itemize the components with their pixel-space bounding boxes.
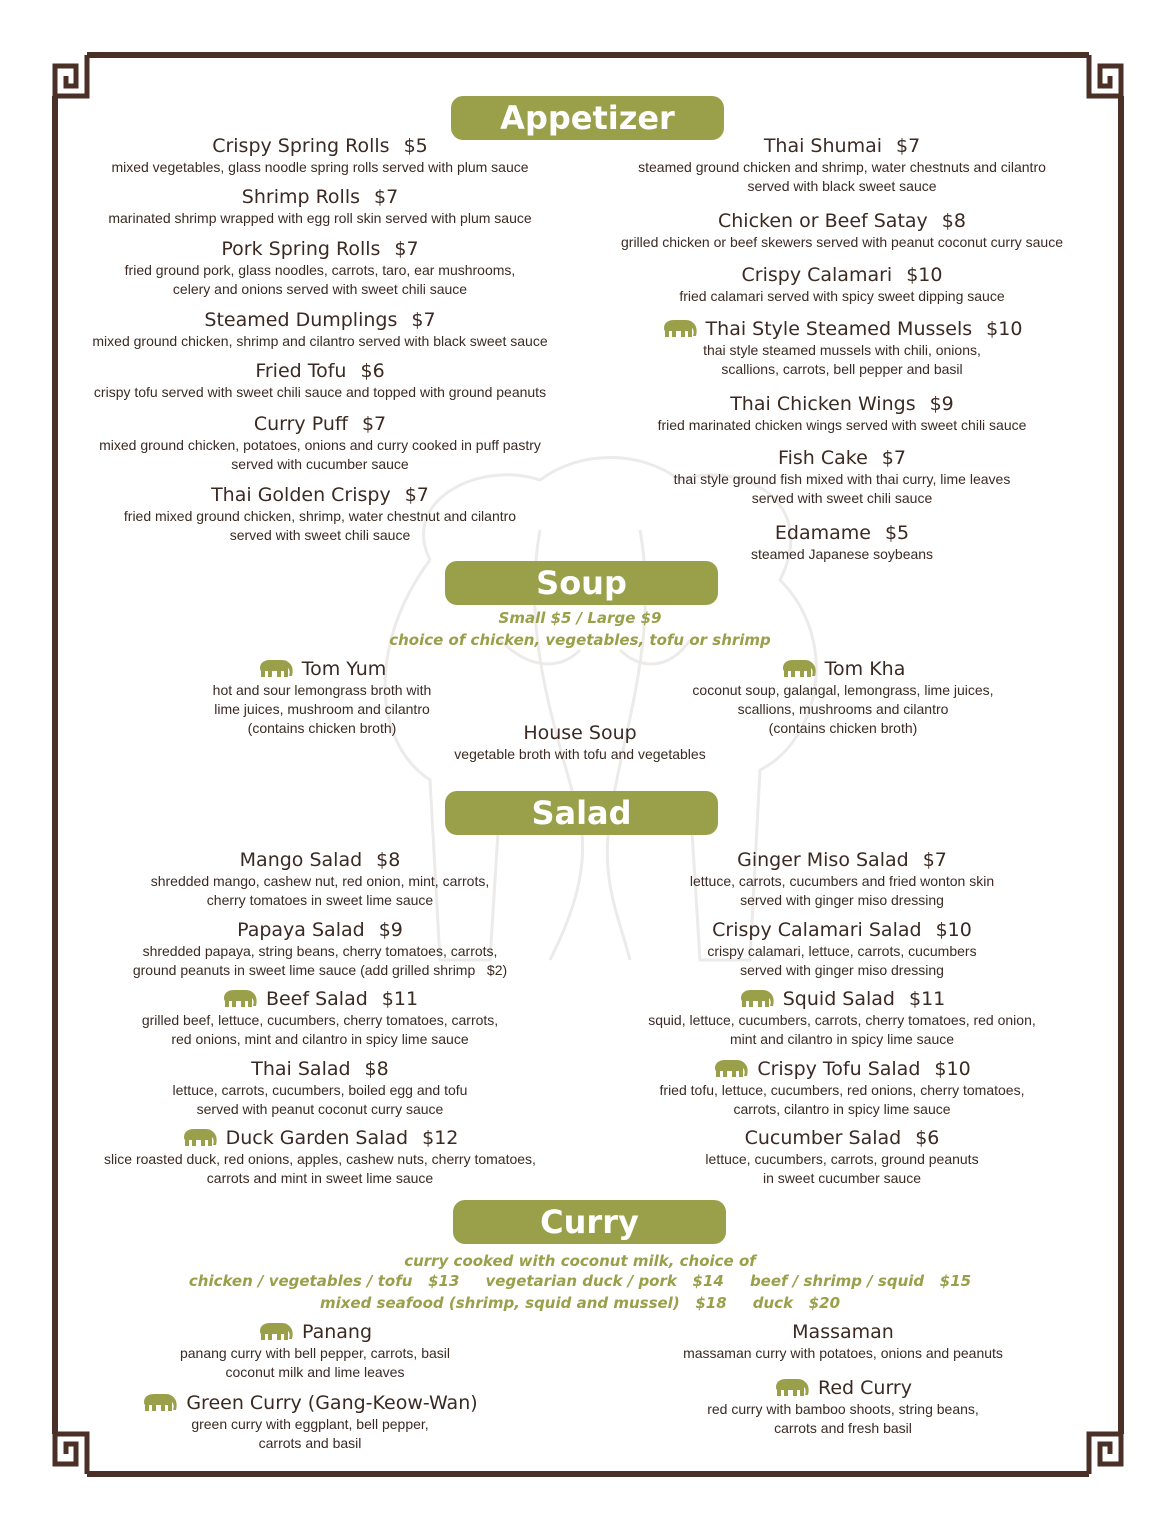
item-price: $9: [929, 393, 954, 415]
item-price: $7: [361, 413, 387, 435]
item-price: $7: [374, 186, 399, 208]
item-price: $8: [376, 849, 401, 871]
menu-item-name: [42, 657, 602, 681]
elephant-icon: [258, 658, 294, 678]
elephant-icon: [258, 1321, 294, 1341]
item-name-text: Edamame: [774, 522, 871, 544]
menu-item-mango-salad: [40, 848, 600, 910]
item-price: $11: [381, 988, 419, 1010]
item-name-text: Beef Salad: [265, 988, 368, 1010]
menu-item-fish-cake: [562, 446, 1122, 508]
item-description-line: mixed ground chicken, potatoes, onions and curry cooked in puff pastry: [99, 437, 541, 453]
menu-item-name: [40, 1057, 600, 1081]
menu-item-steamed-dumplings: [40, 308, 600, 351]
item-description-line: served with cucumber sauce: [231, 456, 409, 472]
item-description-line: fried ground pork, glass noodles, carrots, taro, ear mushrooms,: [124, 262, 516, 278]
item-name-text: Mango Salad: [239, 849, 363, 871]
item-name-text: Fish Cake: [778, 447, 868, 469]
item-price: $7: [881, 447, 906, 469]
item-description-line: shredded mango, cashew nut, red onion, mint, carrots,: [150, 873, 490, 889]
item-name-text: Tom Kha: [824, 658, 906, 680]
item-price: $8: [364, 1058, 389, 1080]
item-name-text: Squid Salad: [782, 988, 895, 1010]
item-description-line: mixed vegetables, glass noodle spring rolls served with plum sauce: [111, 159, 529, 175]
item-name-text: Fried Tofu: [255, 360, 347, 382]
item-price: $7: [922, 849, 947, 871]
menu-item-red-curry: [563, 1376, 1123, 1438]
item-description-line: fried mixed ground chicken, shrimp, water chestnut and cilantro: [123, 508, 517, 524]
menu-item-pork-spring-rolls: [40, 237, 600, 299]
item-name-text: House Soup: [523, 722, 637, 744]
section-header-soup: Soup: [445, 561, 718, 605]
item-name-text: Thai Style Steamed Mussels: [705, 318, 973, 340]
item-description-line: marinated shrimp wrapped with egg roll skin served with plum sauce: [108, 210, 532, 226]
item-description-line: slice roasted duck, red onions, apples, cashew nuts, cherry tomatoes,: [104, 1151, 536, 1167]
menu-item-name: [563, 1376, 1123, 1400]
item-name-text: Papaya Salad: [237, 919, 365, 941]
menu-item-duck-garden-salad: [40, 1126, 600, 1188]
item-price: $10: [906, 264, 943, 286]
item-description-line: coconut soup, galangal, lemongrass, lime juices,: [692, 682, 994, 698]
item-description-line: served with black sweet sauce: [747, 178, 937, 194]
item-description-line: coconut milk and lime leaves: [225, 1364, 405, 1380]
item-description-line: lettuce, cucumbers, carrots, ground peanuts: [705, 1151, 979, 1167]
item-price: $10: [934, 1058, 971, 1080]
item-description-line: (contains chicken broth): [768, 720, 918, 736]
curry-note-line3: mixed seafood (shrimp, squid and mussel) $18 duck $20: [319, 1294, 841, 1312]
menu-item-name: [562, 392, 1122, 416]
menu-item-name: [40, 359, 600, 383]
item-name-text: Thai Chicken Wings: [730, 393, 916, 415]
item-description-line: served with sweet chili sauce: [229, 527, 411, 543]
menu-item-edamame: [562, 521, 1122, 564]
item-description-line: celery and onions served with sweet chili sauce: [172, 281, 468, 297]
item-description-line: steamed Japanese soybeans: [750, 546, 934, 562]
menu-item-thai-golden-crispy: [40, 483, 600, 545]
item-name-text: Massaman: [792, 1321, 894, 1343]
section-header-salad: Salad: [445, 791, 718, 835]
elephant-icon: [774, 1377, 810, 1397]
menu-item-name: [562, 209, 1122, 233]
item-description-line: carrots, cilantro in spicy lime sauce: [733, 1101, 951, 1117]
menu-item-name: [562, 134, 1122, 158]
item-description-line: hot and sour lemongrass broth with: [212, 682, 432, 698]
elephant-icon: [713, 1058, 749, 1078]
item-description-line: lettuce, carrots, cucumbers, boiled egg and tofu: [172, 1082, 468, 1098]
item-description-line: carrots and mint in sweet lime sauce: [206, 1170, 434, 1186]
item-description-line: steamed ground chicken and shrimp, water chestnuts and cilantro: [638, 159, 1046, 175]
elephant-icon: [781, 658, 817, 678]
item-name-text: Pork Spring Rolls: [221, 238, 381, 260]
menu-item-thai-salad: [40, 1057, 600, 1119]
item-price: $5: [884, 522, 910, 544]
item-name-text: Panang: [301, 1321, 373, 1343]
menu-item-name: [40, 918, 600, 942]
menu-item-green-curry-gang-keow-wan: [30, 1391, 590, 1453]
item-description-line: lime juices, mushroom and cilantro: [214, 701, 430, 717]
elephant-icon: [182, 1127, 218, 1147]
menu-item-name: [40, 1126, 600, 1150]
menu-item-name: [563, 657, 1123, 681]
item-name-text: Shrimp Rolls: [241, 186, 361, 208]
item-name-text: Green Curry (Gang-Keow-Wan): [186, 1392, 478, 1414]
menu-item-crispy-tofu-salad: [562, 1057, 1122, 1119]
item-description-line: served with sweet chili sauce: [751, 490, 933, 506]
item-description-line: ground peanuts in sweet lime sauce (add grilled shrimp $2): [132, 962, 508, 978]
menu-item-house-soup: [300, 721, 860, 764]
elephant-icon: [662, 318, 698, 338]
item-price: $9: [378, 919, 403, 941]
item-description-line: vegetable broth with tofu and vegetables: [454, 746, 706, 762]
menu-item-name: [562, 521, 1122, 545]
elephant-icon: [142, 1392, 178, 1412]
menu-item-name: [40, 308, 600, 332]
menu-item-name: [40, 134, 600, 158]
item-description-line: shredded papaya, string beans, cherry tomatoes, carrots,: [142, 943, 498, 959]
item-name-text: Thai Shumai: [763, 135, 882, 157]
menu-item-crispy-spring-rolls: [40, 134, 600, 177]
menu-item-squid-salad: [562, 987, 1122, 1049]
item-description-line: scallions, mushrooms and cilantro: [737, 701, 949, 717]
menu-item-name: [562, 446, 1122, 470]
item-name-text: Steamed Dumplings: [204, 309, 398, 331]
item-description-line: lettuce, carrots, cucumbers and fried wonton skin: [689, 873, 995, 889]
item-description-line: fried calamari served with spicy sweet dipping sauce: [679, 288, 1005, 304]
menu-item-shrimp-rolls: [40, 185, 600, 228]
menu-item-thai-shumai: [562, 134, 1122, 196]
item-description-line: served with peanut coconut curry sauce: [196, 1101, 444, 1117]
menu-item-name: [40, 987, 600, 1011]
item-description-line: in sweet cucumber sauce: [763, 1170, 921, 1186]
item-description-line: served with ginger miso dressing: [740, 962, 944, 978]
item-name-text: Red Curry: [818, 1377, 912, 1399]
item-description-line: served with ginger miso dressing: [740, 892, 944, 908]
soup-choice-note: choice of chicken, vegetables, tofu or shrimp: [389, 631, 771, 649]
item-name-text: Tom Yum: [301, 658, 387, 680]
item-description-line: mint and cilantro in spicy lime sauce: [729, 1031, 955, 1047]
menu-item-name: [562, 317, 1122, 341]
item-price: $12: [422, 1127, 459, 1149]
item-name-text: Curry Puff: [253, 413, 348, 435]
soup-size-prices: Small $5 / Large $9: [498, 609, 662, 627]
item-price: $6: [360, 360, 385, 382]
menu-item-crispy-calamari: [562, 263, 1122, 306]
menu-item-name: [562, 1057, 1122, 1081]
menu-item-name: [40, 237, 600, 261]
item-name-text: Cucumber Salad: [744, 1127, 902, 1149]
menu-item-name: [562, 1126, 1122, 1150]
curry-note-line1: curry cooked with coconut milk, choice of: [404, 1252, 756, 1270]
menu-item-name: [40, 483, 600, 507]
menu-item-curry-puff: [40, 412, 600, 474]
menu-item-name: [562, 848, 1122, 872]
menu-item-name: [562, 263, 1122, 287]
menu-item-papaya-salad: [40, 918, 600, 980]
item-description-line: carrots and basil: [258, 1435, 362, 1451]
item-description-line: thai style ground fish mixed with thai curry, lime leaves: [673, 471, 1011, 487]
menu-item-name: [563, 1320, 1123, 1344]
item-description-line: mixed ground chicken, shrimp and cilantro served with black sweet sauce: [92, 333, 548, 349]
item-description-line: crispy calamari, lettuce, carrots, cucumbers: [707, 943, 977, 959]
item-price: $6: [915, 1127, 940, 1149]
item-price: $10: [935, 919, 972, 941]
item-price: $11: [908, 988, 946, 1010]
menu-item-massaman: [563, 1320, 1123, 1363]
menu-item-fried-tofu: [40, 359, 600, 402]
item-description-line: fried marinated chicken wings served with sweet chili sauce: [657, 417, 1027, 433]
section-header-appetizer: Appetizer: [451, 96, 724, 140]
menu-item-chicken-or-beef-satay: [562, 209, 1122, 252]
item-description-line: grilled beef, lettuce, cucumbers, cherry tomatoes, carrots,: [141, 1012, 499, 1028]
item-description-line: crispy tofu served with sweet chili sauce and topped with ground peanuts: [93, 384, 547, 400]
item-description-line: scallions, carrots, bell pepper and basil: [721, 361, 963, 377]
item-description-line: green curry with eggplant, bell pepper,: [191, 1416, 429, 1432]
item-description-line: fried tofu, lettuce, cucumbers, red onions, cherry tomatoes,: [659, 1082, 1025, 1098]
item-name-text: Crispy Tofu Salad: [757, 1058, 921, 1080]
item-name-text: Thai Golden Crispy: [211, 484, 391, 506]
item-name-text: Ginger Miso Salad: [737, 849, 909, 871]
menu-item-thai-style-steamed-mussels: [562, 317, 1122, 379]
menu-item-thai-chicken-wings: [562, 392, 1122, 435]
elephant-icon: [739, 988, 775, 1008]
menu-item-name: [30, 1391, 590, 1415]
item-name-text: Duck Garden Salad: [225, 1127, 409, 1149]
curry-note-line2: chicken / vegetables / tofu $13 vegetarian duck / pork $14 beef / shrimp / squid $15: [188, 1272, 972, 1290]
item-price: $10: [986, 318, 1023, 340]
item-price: $7: [896, 135, 921, 157]
menu-item-crispy-calamari-salad: [562, 918, 1122, 980]
item-description-line: cherry tomatoes in sweet lime sauce: [206, 892, 434, 908]
elephant-icon: [222, 988, 258, 1008]
item-name-text: Crispy Calamari Salad: [712, 919, 922, 941]
item-price: $8: [941, 210, 966, 232]
item-name-text: Thai Salad: [251, 1058, 351, 1080]
item-description-line: grilled chicken or beef skewers served with peanut coconut curry sauce: [621, 234, 1063, 250]
item-description-line: red onions, mint and cilantro in spicy lime sauce: [171, 1031, 469, 1047]
item-price: $7: [404, 484, 429, 506]
item-price: $7: [411, 309, 436, 331]
item-price: $7: [394, 238, 419, 260]
item-name-text: Crispy Calamari: [741, 264, 893, 286]
menu-item-name: [562, 987, 1122, 1011]
item-price: $5: [403, 135, 428, 157]
item-description-line: panang curry with bell pepper, carrots, basil: [179, 1345, 451, 1361]
item-description-line: (contains chicken broth): [247, 720, 397, 736]
menu-item-name: [40, 848, 600, 872]
menu-item-name: [562, 918, 1122, 942]
section-header-curry: Curry: [453, 1200, 726, 1244]
menu-item-name: [40, 412, 600, 436]
item-description-line: squid, lettuce, cucumbers, carrots, cherry tomatoes, red onion,: [648, 1012, 1036, 1028]
item-description-line: red curry with bamboo shoots, string beans,: [707, 1401, 979, 1417]
menu-item-name: [40, 185, 600, 209]
item-description-line: massaman curry with potatoes, onions and peanuts: [683, 1345, 1003, 1361]
menu-item-cucumber-salad: [562, 1126, 1122, 1188]
item-description-line: thai style steamed mussels with chili, onions,: [703, 342, 981, 358]
item-name-text: Chicken or Beef Satay: [718, 210, 928, 232]
menu-item-panang: [35, 1320, 595, 1382]
menu-item-name: [35, 1320, 595, 1344]
menu-item-name: [300, 721, 860, 745]
menu-item-beef-salad: [40, 987, 600, 1049]
item-description-line: carrots and fresh basil: [774, 1420, 912, 1436]
menu-item-ginger-miso-salad: [562, 848, 1122, 910]
item-name-text: Crispy Spring Rolls: [212, 135, 390, 157]
